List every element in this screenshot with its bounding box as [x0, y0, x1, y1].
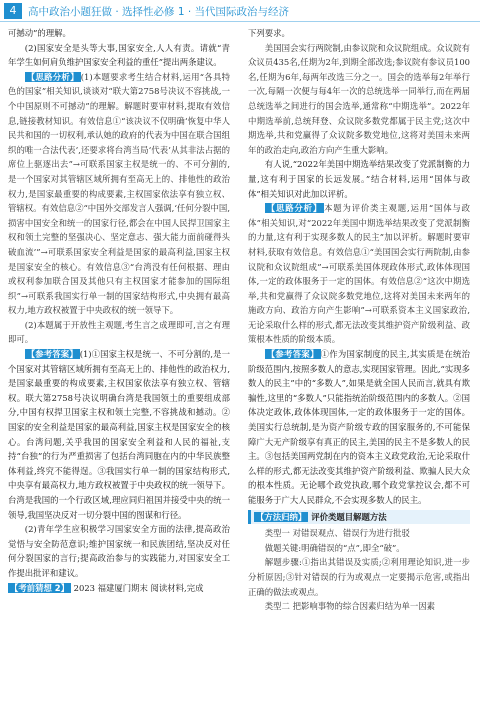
paragraph: 下列要求。 [248, 28, 290, 38]
answer-text: (1)①国家主权是统一、不可分割的,是一个国家对其管辖区域所拥有至高无上的、排他性的政治权力,是国家最重要的构成要素,主权国家依法享有独立权、管辖权。联大第2758号决议明确台湾是我国领土的重要组成部分,中国有权捍卫国家主权和领土完整,不容挑战和撼动。②国家的安全利益是国家的最高利益,国家主权是国家安全的核心。台湾问题,关乎我国的国家安全利益和人民的福祉,支持“台独”的行为严重损害了包括台湾同胞在内的中华民族整体利益,终究不能得逞。③我国实行单一制的国家结构形式,中央享有最高权力,地方政权被置于中央政权的统一领导下。台湾是我国的一个行政区域,理应同归祖国并接受中央的统一领导,我国坚决反对一切分裂中国的图谋和行径。 [8, 349, 231, 520]
answer-text: ①作为国家制度的民主,其实质是在统治阶级范围内,按照多数人的意志,实现国家管理。因此,“实现多数人的民主”中的“多数人”,如果是就全国人民而言,就具有欺骗性,这里的“多数人”只能指统治阶级范围内的多数人。②国体决定政体,政体体现国体,一定的政体服务于一定的国体。美国实行总统制,是为资产阶级专政的国家服务的,不可能保障广大无产阶级享有真正的民主,美国的民主不是多数人的民主。③包括美国两党制在内的资本主义政党政治,无论采取什么样的形式,都无法改变其维护资产阶级利益、欺骗人民大众的根本性质。无论哪个政党执政,哪个政党掌控议会,都不可能服务于广大人民群众,不会实现多数人的民主。 [248, 349, 470, 505]
method-steps: 解题步骤:①指出其错误及实质;②利用理论知识,进一步分析原因;③针对错误的行为或观点一定要揭示危害,或指出正确的做法或观点。 [248, 557, 470, 597]
method-heading [248, 510, 470, 525]
answer-text-2: (2)青年学生应积极学习国家安全方面的法律,提高政治觉悟与安全防范意识;维护国家统一和民族团结,坚决反对任何分裂国家的言行;提高政治参与的实践能力,对国家安全工作提出批评和建议。 [8, 524, 230, 578]
analysis-block [248, 201, 470, 347]
exam-block [8, 581, 230, 596]
analysis-tag: 【思路分析】 [26, 71, 79, 82]
method-tag: 【方法归纳】 [256, 511, 307, 522]
question-2: (2)国家安全是头等大事,国家安全,人人有责。请就“青年学生如何肩负维护国家安全利益的重任”提出两条建议。 [8, 42, 230, 68]
question-text: 有人说,“2022年美国中期选举结果改变了党派制衡的力量,这有利于国家的长远发展。”结合材料,运用“国体与政体”相关知识对此加以评析。 [248, 159, 470, 199]
method-type-2: 类型二 把影响事物的综合因素归结为单一因素 [264, 601, 435, 612]
paragraph: 可撼动”的理解。 [8, 28, 71, 38]
analysis-text: (1)本题要求考生结合材料,运用“各具特色的国家”相关知识,谈谈对“联大第2758号决议不容挑战,一个中国原则不可撼动”的理解。解题时要审材料,提取有效信息,链接教材知识。有效信息①“该决议不仅明确‘恢复中华人民共和国的一切权利,承认她的政府的代表为中国在联合国组织的唯一合法代表’,还要求将台湾当局‘代表’从其非法占据的席位上驱逐出去”→可联系国家主权是统一的、不可分割的,是一个国家对其管辖区域所拥有至高无上的、排他性的政治权力,是国家最重要的构成要素,主权国家依法享有独立权、管辖权。有效信息②“中国外交部发言人强调,‘任何分裂中国,损害中国安全和统一的国家行径,都会在中国人民捍卫国家主权和领土完整的坚强决心、坚定意志、强大能力面前碰得头破血流’”→可联系国家安全利益是国家的最高利益,国家主权是国家安全的核心。有效信息③“台湾没有任何根据、理由或权利参加联合国及其他只有主权国家才能参加的国际组织”→可联系我国实行单一制的国家结构形式,中央拥有最高权力,地方政权被置于中央政权的统一领导下。 [8, 71, 230, 316]
paragraph: (2)本题属于开放性主观题,考生言之成理即可,言之有理即可。 [8, 319, 230, 345]
method-type-1: 类型一 对错误观点、错误行为进行批驳 [264, 528, 410, 539]
left-column [8, 26, 230, 595]
method-key: 做题关键:明确错误的“点”,即全“破”。 [264, 542, 405, 553]
answer-tag: 【参考答案】 [266, 349, 319, 360]
exam-tag: 【考前猜想 2】 [10, 582, 69, 593]
analysis-tag: 【思路分析】 [266, 203, 323, 214]
page-number: 4 [4, 3, 22, 19]
running-title: 高中政治小题狂做 · 选择性必修 1 · 当代国际政治与经济 [28, 6, 290, 18]
exam-text: 2023 福建厦门期末 阅读材料,完成 [73, 582, 204, 593]
analysis-block [8, 70, 230, 318]
answer-block [8, 347, 230, 522]
header-divider [0, 21, 480, 22]
method-title: 评价类题目解题方法 [311, 511, 387, 522]
right-column [248, 26, 470, 614]
answer-block [248, 347, 470, 508]
answer-tag: 【参考答案】 [26, 349, 78, 360]
material-text: 美国国会实行两院制,由参议院和众议院组成。众议院有众议员435名,任期为2年,到期全部改选;参议院有参议员100名,任期为6年,每两年改选三分之一。国会的选举每2年举行一次,每隔一次便与每4年一次的总统选举一同举行,而在两届总统选举之间进行的国会选举,通常称“中期选举”。2022年中期选举前,总统拜登、众议院多数党都属于民主党;这次中期选举,共和党赢得了众议院多数党地位,这将对美国未来两年的政治走向,政治方向产生重大影响。 [248, 42, 470, 155]
page-header [0, 0, 480, 22]
analysis-text: 本题为评价类主观题,运用“国体与政体”相关知识,对“2022年美国中期选举结果改变了党派制衡的力量,这有利于实现多数人的民主”加以评析。解题时要审材料,获取有效信息。有效信息①“美国国会实行两院制,由参议院和众议院组成”→可联系美国体现政体形式,政体体现国体,一定的政体服务于一定的国体。有效信息②“这次中期选举,共和党赢得了众议院多数党地位,这将对美国未来两年的施政方向、政治方向产生影响”→可联系资本主义国家政治,无论采取什么样的形式,都无法改变其维护资产阶级利益、政策根本性质的阶级本质。 [248, 203, 470, 345]
